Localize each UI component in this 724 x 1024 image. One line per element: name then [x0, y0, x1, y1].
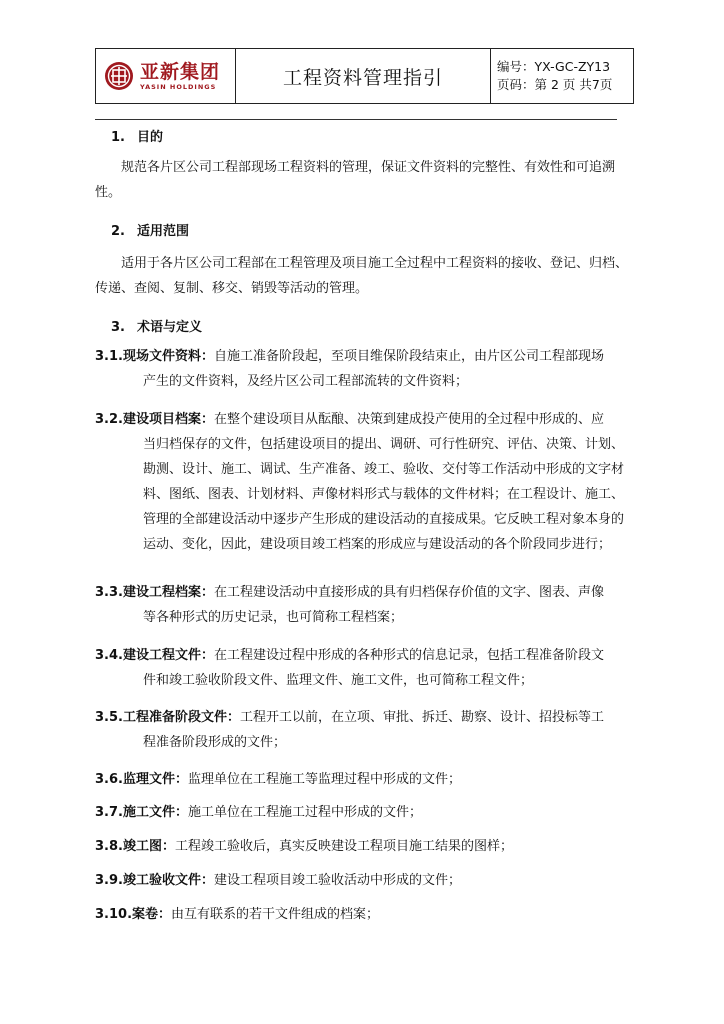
page-number: 页码：第 2 页 共7页	[497, 77, 613, 92]
document-title: 工程资料管理指引	[282, 66, 443, 89]
section-purpose-text: 规范各片区公司工程部现场工程资料的管理，保证文件资料的完整性、有效性和可追溯 性。	[95, 160, 616, 200]
definition-item: 3.10.案卷：由互有联系的若干文件组成的档案；	[95, 907, 380, 922]
meta-cell	[491, 49, 633, 103]
header-divider	[95, 119, 617, 120]
section-heading-terms: 3. 术语与定义	[111, 320, 203, 335]
title-cell	[236, 49, 491, 103]
definition-item: 3.7.施工文件：施工单位在工程施工过程中形成的文件；	[95, 805, 422, 820]
logo-text	[140, 61, 220, 91]
definition-item: 3.6.监理文件：监理单位在工程施工等监理过程中形成的文件；	[95, 772, 461, 787]
company-logo-icon	[104, 61, 134, 91]
document-header	[95, 48, 634, 104]
definition-item: 3.4.建设工程文件：在工程建设过程中形成的各种形式的信息记录，包括工程准备阶段文 件和竣工验收阶段文件、监理文件、施工文件，也可简称工程文件；	[95, 648, 604, 688]
document-code: 编号：YX-GC-ZY13	[497, 59, 611, 74]
logo-english-name: YASIN HOLDINGS	[140, 83, 217, 91]
section-heading-purpose: 1. 目的	[111, 130, 164, 145]
definition-item: 3.1.现场文件资料：自施工准备阶段起，至项目维保阶段结束止，由片区公司工程部现场 产生的文件资料，及经片区公司工程部流转的文件资料；	[95, 349, 604, 389]
definition-item: 3.2.建设项目档案：在整个建设项目从酝酿、决策到建成投产使用的全过程中形成的、应 当归档保存的文件，包括建设项目的提出、调研、可行性研究、评估、决策、计划、 勘测、设计、施工、调试、生产准备、竣工、验收、交付等工作活动中形成的文字材 料、图纸、图表、计划材料、声像材料形式与载体的文件材料；在工程设计、施工、 管理的全部建设活动中逐步产生形成的建设活动的直接成果。它反映工程对象本身的 运动、变化，因此，建设项目竣工档案的形成应与建设活动的各个阶段同步进行；	[95, 412, 625, 552]
section-heading-scope: 2. 适用范围	[111, 224, 190, 239]
logo-chinese-name: 亚新集团	[140, 61, 221, 83]
section-scope-text: 适用于各片区公司工程部在工程管理及项目施工全过程中工程资料的接收、登记、归档、 传递、查阅、复制、移交、销毁等活动的管理。	[95, 256, 629, 296]
logo-cell	[96, 49, 236, 103]
definition-item: 3.9.竣工验收文件：建设工程项目竣工验收活动中形成的文件；	[95, 873, 461, 888]
definition-item: 3.5.工程准备阶段文件：工程开工以前，在立项、审批、拆迁、勘察、设计、招投标等工 程准备阶段形成的文件；	[95, 710, 604, 750]
definition-item: 3.8.竣工图：工程竣工验收后，真实反映建设工程项目施工结果的图样；	[95, 839, 513, 854]
definition-item: 3.3.建设工程档案：在工程建设活动中直接形成的具有归档保存价值的文字、图表、声像 等各种形式的历史记录，也可简称工程档案；	[95, 585, 604, 625]
